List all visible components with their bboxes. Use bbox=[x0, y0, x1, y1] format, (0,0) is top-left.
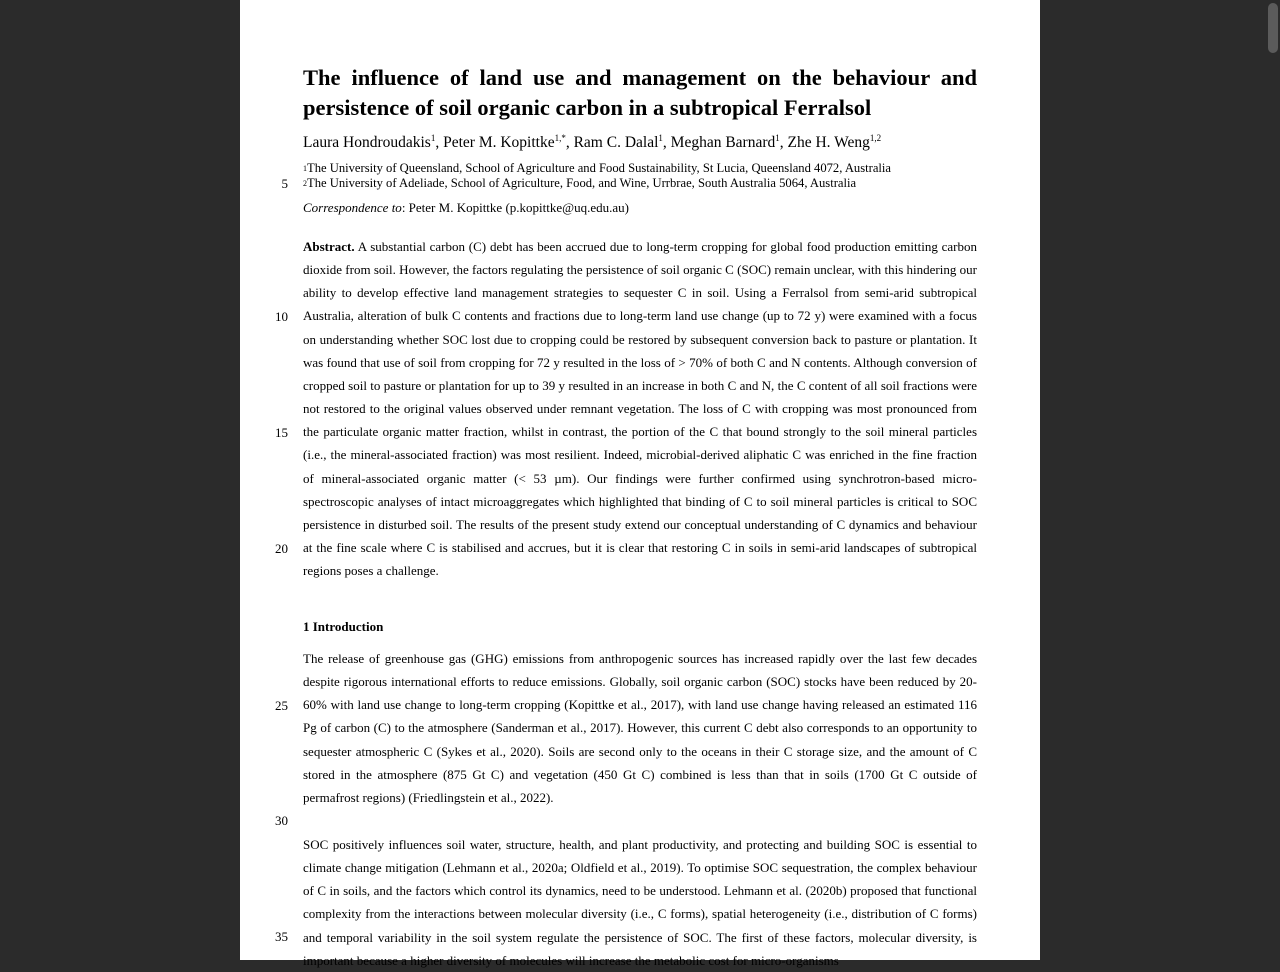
author-affiliation-mark: 1,* bbox=[554, 133, 566, 143]
line-number: 15 bbox=[275, 425, 288, 440]
line-number: 5 bbox=[281, 176, 288, 191]
document-page bbox=[240, 0, 1040, 968]
author-affiliation-mark: 1,2 bbox=[869, 133, 882, 143]
author-name: Zhe H. Weng bbox=[787, 134, 870, 151]
author-affiliation-mark: 1 bbox=[658, 133, 663, 143]
abstract-label: Abstract. bbox=[303, 239, 355, 254]
affiliation-mark: 2 bbox=[303, 179, 307, 188]
line-number: 30 bbox=[275, 813, 288, 828]
intro-paragraph-2: SOC positively influences soil water, structure, health, and plant productivity, and protecting and building SOC is essential to climate change mitigation (Lehmann et al., 2020a; Oldfield et al., 2019). To optimise SOC sequestration, the complex behaviour of C in soils, and the factors which control its dynamics, need to be understood. Lehmann et al. (2020b) proposed that functional complexity from the interactions between molecular diversity (i.e., C forms), spatial heterogeneity (i.e., distribution of C forms) and temporal variability in the soil system regulate the persistence of SOC. The first of these factors, molecular diversity, is important because a higher diversity of molecules will increase the metabolic cost for micro-organisms bbox=[303, 837, 977, 968]
section-heading: 1 Introduction bbox=[303, 619, 384, 634]
affiliation-text: The University of Adeliade, School of Agriculture, Food, and Wine, Urrbrae, South Australia 5064, Australia bbox=[307, 176, 857, 190]
author-name: Meghan Barnard bbox=[670, 134, 776, 151]
author-name: Laura Hondroudakis bbox=[303, 134, 431, 151]
affiliation-2 bbox=[303, 176, 856, 191]
line-number: 20 bbox=[275, 541, 288, 556]
author-list: Laura Hondroudakis$^1$, Peter M. Kopittke$^{1,*}$, Ram C. Dalal$^1$, Meghan Barnard$^1$, Zhe H. Weng$^{1,2}$ bbox=[303, 133, 882, 151]
affiliation-1 bbox=[303, 161, 891, 176]
author-name: Peter M. Kopittke bbox=[443, 134, 555, 151]
line-number: 10 bbox=[275, 309, 288, 324]
abstract-text: A substantial carbon (C) debt has been accrued due to long-term cropping for global food production emitting carbon dioxide from soil. However, the factors regulating the persistence of soil organic C (SOC) remain unclear, with this hindering our ability to develop effective land management strategies to sequester C in soil. Using a Ferralsol from semi-arid subtropical Australia, alteration of bulk C contents and fractions due to long-term land use change (up to 72 y) were examined with a focus on understanding whether SOC lost due to cropping could be restored by subsequent conversion back to pasture or plantation. It was found that use of soil from cropping for 72 y resulted in the loss of > 70% of both C and N contents. Although conversion of cropped soil to pasture or plantation for up to 39 y resulted in an increase in both C and N, the C content of all soil fractions were not restored to the original values observed under remnant vegetation. The loss of C with cropping was most pronounced from the particulate organic matter fraction, whilst in contrast, the portion of the C that bound strongly to the soil mineral particles (i.e., the mineral-associated fraction) was most resilient. Indeed, microbial-derived aliphatic C was enriched in the fine fraction of mineral-associated organic matter (< 53 µm). Our findings were further confirmed using synchrotron-based micro-spectroscopic analyses of intact microaggregates which highlighted that binding of C to soil mineral particles is critical to SOC persistence in disturbed soil. The results of the present study extend our conceptual understanding of C dynamics and behaviour at the fine scale where C is stabilised and accrues, but it is clear that restoring C in soils in semi-arid landscapes of subtropical regions poses a challenge. bbox=[303, 239, 977, 579]
author-name: Ram C. Dalal bbox=[573, 134, 659, 151]
author-affiliation-mark: 1 bbox=[430, 133, 436, 143]
line-number: 25 bbox=[275, 698, 288, 713]
correspondence-text: : Peter M. Kopittke (p.kopittke@uq.edu.au) bbox=[401, 200, 629, 215]
scrollbar[interactable] bbox=[1266, 0, 1280, 960]
correspondence bbox=[303, 199, 629, 216]
abstract bbox=[303, 235, 977, 582]
author-affiliation-mark: 1 bbox=[775, 133, 780, 143]
line-number: 35 bbox=[275, 929, 288, 944]
affiliation-text: The University of Queensland, School of Agriculture and Food Sustainability, St Lucia, Queensland 4072, Australia bbox=[307, 161, 891, 175]
intro-paragraph-1: The release of greenhouse gas (GHG) emissions from anthropogenic sources has increased rapidly over the last few decades despite rigorous international efforts to reduce emissions. Globally, soil organic carbon (SOC) stocks have been reduced by 20-60% with land use change to long-term cropping (Kopittke et al., 2017), with land use change having released an estimated 116 Pg of carbon (C) to the atmosphere (Sanderman et al., 2017). However, this current C debt also corresponds to an opportunity to sequester atmospheric C (Sykes et al., 2020). Soils are second only to the oceans in their C storage size, and the amount of C stored in the atmosphere (875 Gt C) and vegetation (450 Gt C) combined is less than that in soils (1700 Gt C outside of permafrost regions) (Friedlingstein et al., 2022). bbox=[303, 651, 977, 805]
scrollbar-thumb[interactable] bbox=[1268, 3, 1278, 53]
correspondence-label: Correspondence to bbox=[303, 200, 402, 215]
paper-title: The influence of land use and management on the behaviour and persistence of soil organic carbon in a subtropical Ferralsol bbox=[303, 65, 977, 120]
affiliation-mark: 1 bbox=[303, 164, 307, 173]
